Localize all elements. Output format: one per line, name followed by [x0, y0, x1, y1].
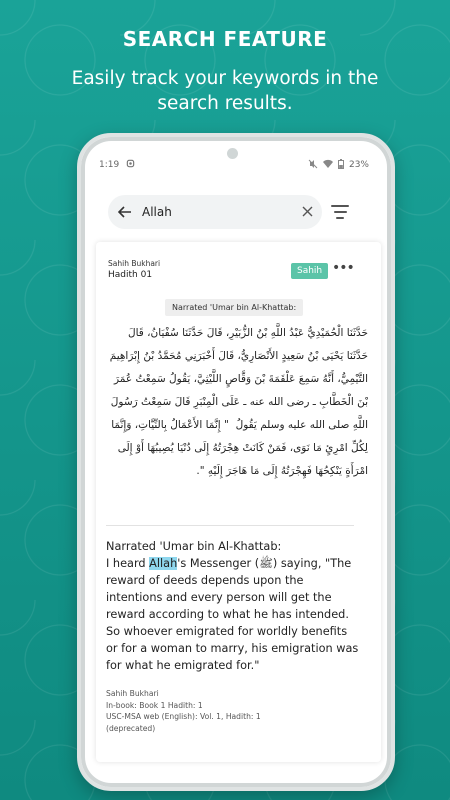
arabic-text: حَدَّثَنَا الْحُمَيْدِيُّ عَبْدُ اللَّهِ بْنُ الزُّبَيْرِ، قَالَ حَدَّثَنَا سُفْيَانُ، قَالَ حَدَّثَنَا يَحْيَى بْنُ سَعِيدٍ الأَنْصَارِيُّ، قَالَ أَخْبَرَنِي مُحَمَّدُ بْنُ إِبْرَاهِيمَ التَّيْمِيُّ، أَنَّهُ سَمِعَ عَلْقَمَةَ بْنَ وَقَّاصٍ اللَّيْثِيَّ، يَقُولُ سَمِعْتُ عُمَرَ بْنَ الْخَطَّابِ ـ رضى الله عنه ـ عَلَى الْمِنْبَرِ قَالَ سَمِعْتُ رَسُولَ اللَّهِ صلى الله عليه وسلم يَقُولُ ‏ "‏ إِنَّمَا الأَعْمَالُ بِالنِّيَّاتِ، وَإِنَّمَا لِكُلِّ امْرِئٍ مَا نَوَى، فَمَنْ كَانَتْ هِجْرَتُهُ إِلَى دُنْيَا يُصِيبُهَا أَوْ إِلَى امْرَأَةٍ يَنْكِحُهَا فَهِجْرَتُهُ إِلَى مَا هَاجَرَ إِلَيْهِ ‏"‏‏.‏ [109, 327, 368, 477]
search-input[interactable]: Allah [142, 205, 172, 219]
english-text [106, 538, 361, 674]
mute-icon [308, 159, 318, 172]
more-icon[interactable]: ••• [332, 260, 354, 276]
back-arrow-icon[interactable] [108, 203, 142, 222]
references [106, 688, 361, 734]
phone-frame [77, 133, 395, 791]
ref-in-book: In-book: Book 1 Hadith: 1 [106, 700, 203, 710]
battery-icon [338, 159, 344, 172]
promo-title: SEARCH FEATURE [122, 27, 328, 51]
clear-icon[interactable] [292, 203, 322, 221]
promo-subtitle: Easily track your keywords in the search results. [71, 68, 379, 114]
book-name: Sahih Bukhari [108, 259, 161, 268]
english-narrator: Narrated 'Umar bin Al-Khattab: [106, 540, 282, 553]
status-bar [99, 157, 369, 173]
english-text-post: 's Messenger (ﷺ) saying, "The reward of deeds depends upon the intentions and every person will get the reward according to what he has intended. So whoever emigrated for worldly benefits or for a woman to marry, his emigration was for what he emigrated for." [106, 557, 359, 672]
ref-usc-msa: USC-MSA web (English): Vol. 1, Hadith: 1 [106, 712, 261, 721]
divider [106, 525, 354, 526]
search-bar[interactable] [108, 195, 322, 229]
english-text-pre: I heard [106, 557, 150, 570]
hadith-number: Hadith 01 [108, 270, 153, 280]
filter-icon[interactable] [331, 205, 349, 219]
hadith-card[interactable] [96, 242, 381, 762]
narrator-chip: Narrated 'Umar bin Al-Khattab: [165, 299, 303, 316]
battery-percent: 23% [348, 160, 369, 170]
ref-collection: Sahih Bukhari [106, 689, 159, 698]
notification-icon [126, 159, 135, 171]
status-time: 1:19 [99, 160, 120, 170]
search-highlight: Allah [149, 557, 178, 570]
grade-badge: Sahih [291, 263, 328, 279]
ref-note: (deprecated) [106, 723, 156, 733]
wifi-icon [323, 159, 333, 171]
